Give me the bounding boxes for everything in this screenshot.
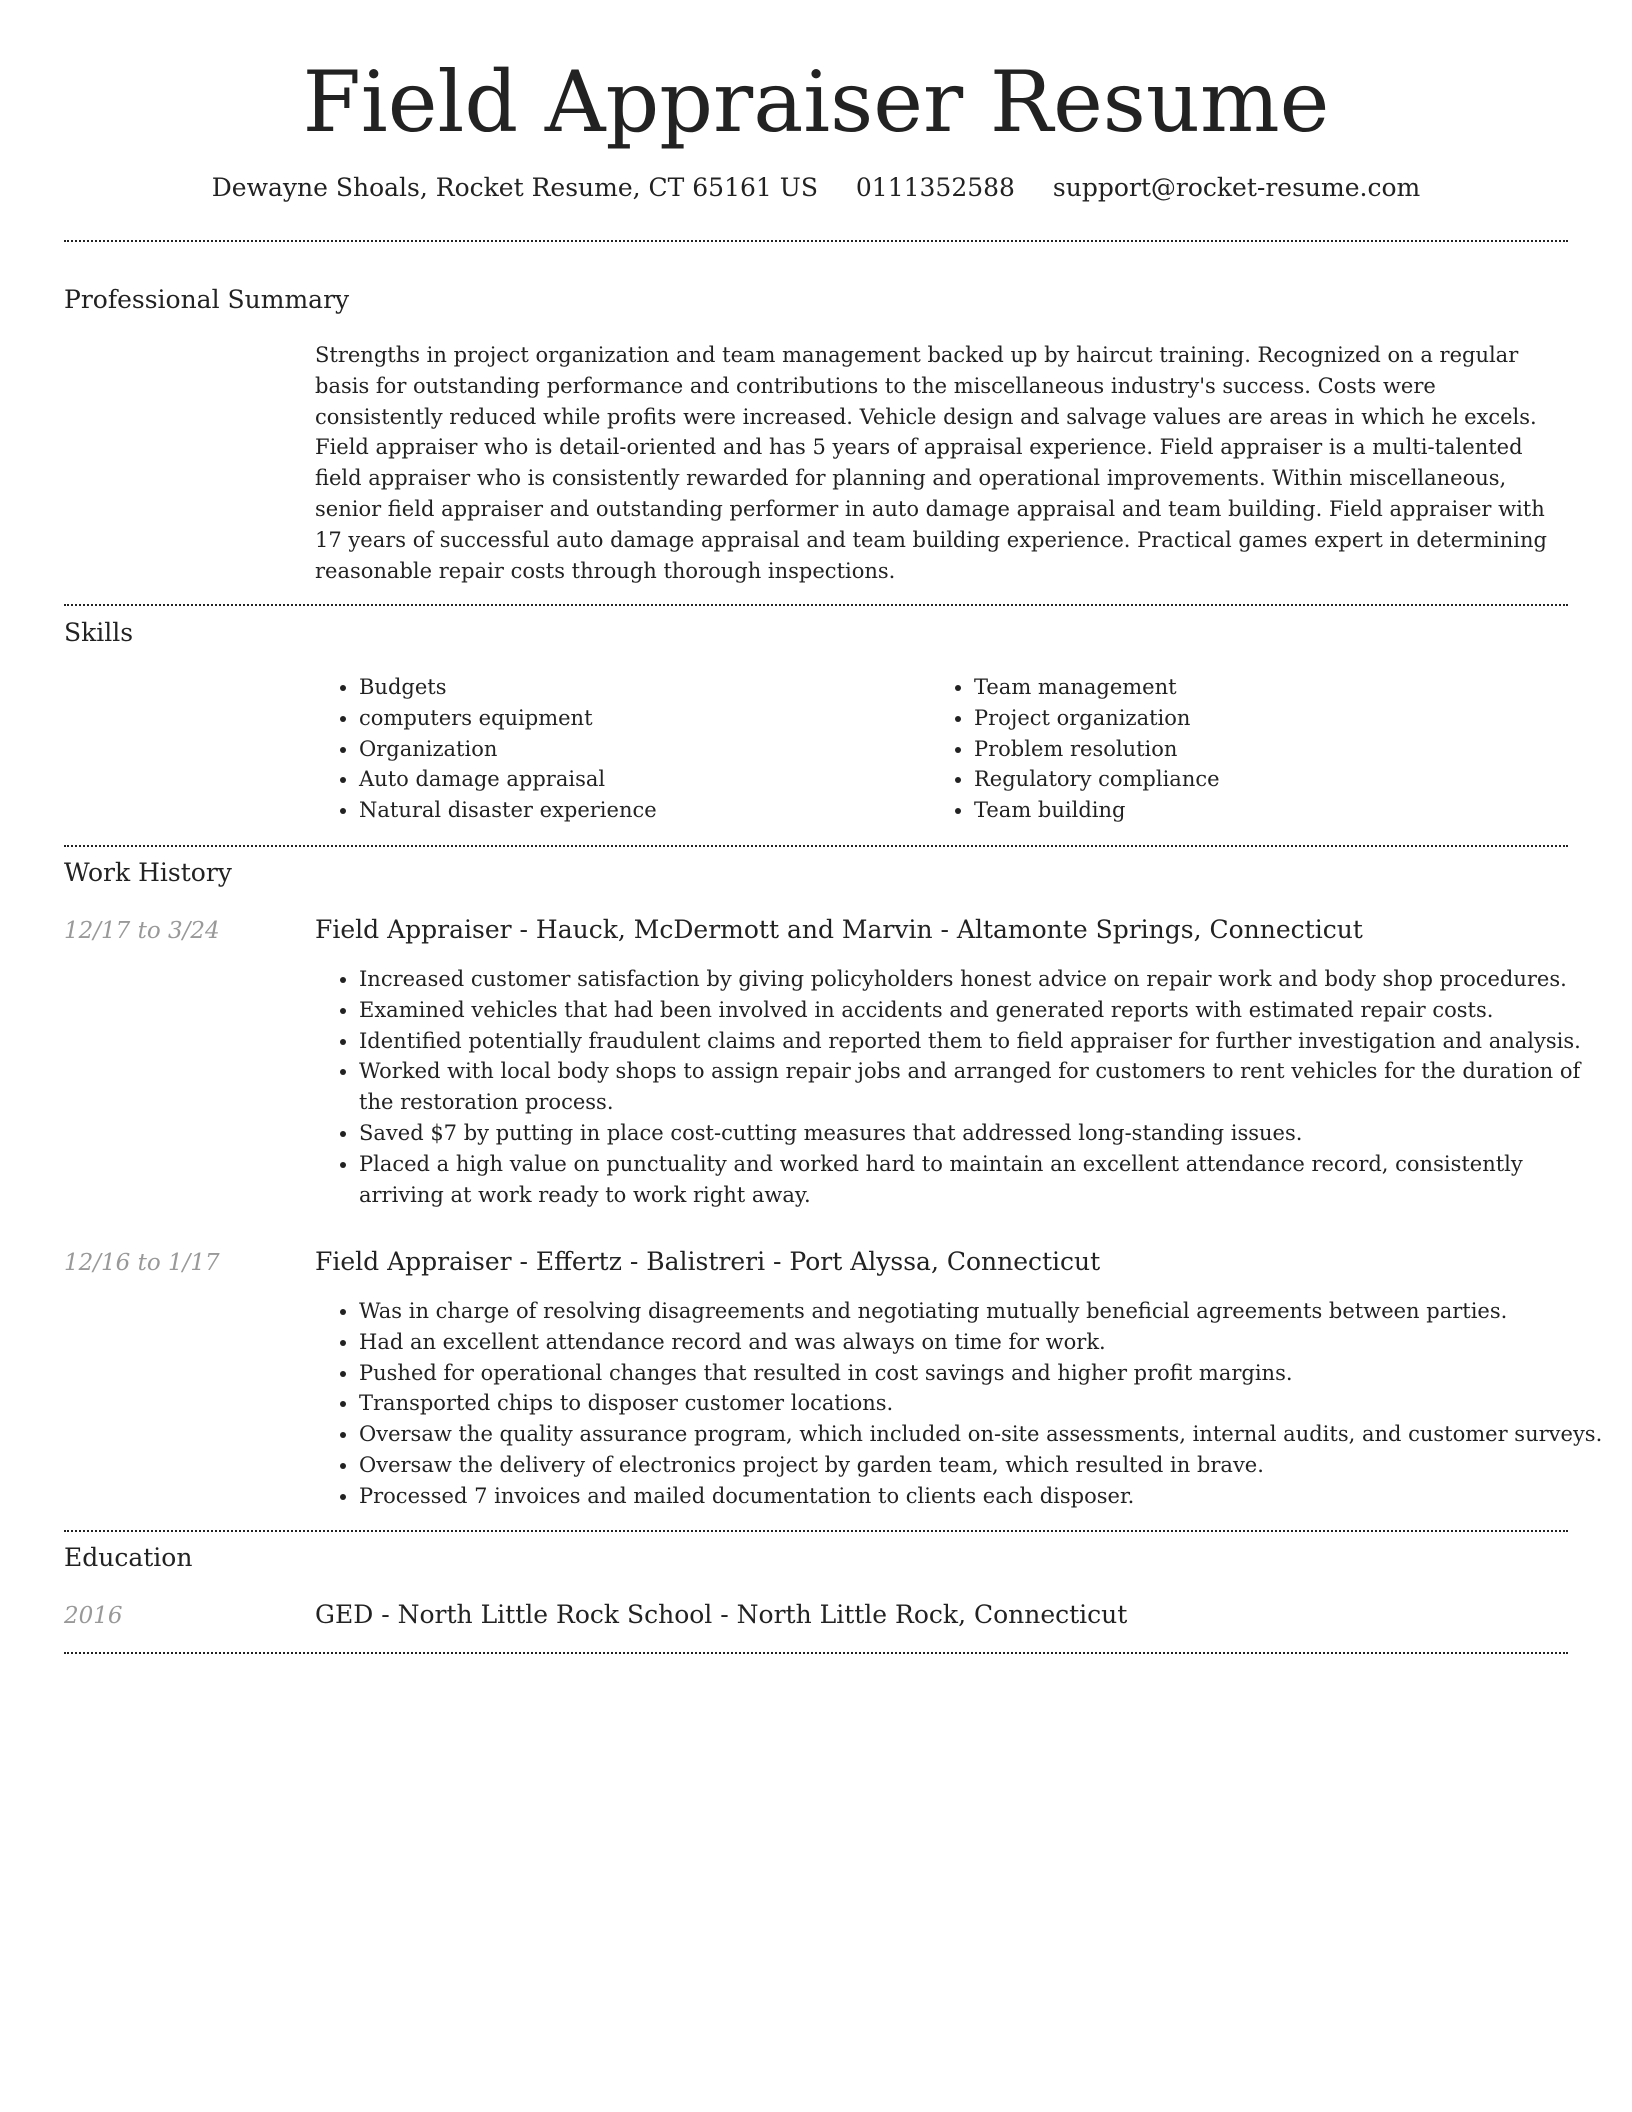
education-heading: Education	[64, 1543, 193, 1572]
resume-title: Field Appraiser Resume	[302, 53, 1330, 151]
skills-heading: Skills	[64, 618, 134, 647]
skill-item: • Regulatory compliance	[974, 764, 1594, 795]
job-bullet: • Processed 7 invoices and mailed documentation to clients each disposer.	[359, 1481, 1612, 1512]
divider	[64, 845, 1568, 847]
education-year: 2016	[64, 1603, 123, 1629]
job-dates: 12/17 to 3/24	[64, 918, 220, 944]
job-bullet: • Had an excellent attendance record and was always on time for work.	[359, 1327, 1612, 1358]
skill-item: • Team management	[974, 672, 1594, 703]
job-bullets	[315, 964, 1612, 1210]
contact-email: support@rocket-resume.com	[1052, 173, 1421, 202]
divider	[64, 604, 1568, 606]
skill-item: • Budgets	[359, 672, 919, 703]
job-bullet: • Oversaw the quality assurance program, which included on-site assessments, internal audits, and customer surveys.	[359, 1419, 1612, 1450]
skill-item: • Organization	[359, 734, 919, 765]
summary-heading: Professional Summary	[64, 285, 350, 314]
skill-item: • computers equipment	[359, 703, 919, 734]
job-bullet: • Identified potentially fraudulent claims and reported them to field appraiser for further investigation and analysis.	[359, 1026, 1612, 1057]
skills-list-right	[930, 672, 1594, 826]
job-bullet: • Transported chips to disposer customer locations.	[359, 1388, 1612, 1419]
education-title: GED - North Little Rock School - North Little Rock, Connecticut	[315, 1600, 1128, 1629]
divider	[64, 1652, 1568, 1654]
job-title: Field Appraiser - Hauck, McDermott and Marvin - Altamonte Springs, Connecticut	[315, 915, 1363, 944]
work-history-heading: Work History	[64, 858, 232, 887]
skill-item: • Project organization	[974, 703, 1594, 734]
job-bullet: • Saved $7 by putting in place cost-cutting measures that addressed long-standing issues.	[359, 1118, 1612, 1149]
skill-item: • Auto damage appraisal	[359, 764, 919, 795]
divider	[64, 1530, 1568, 1532]
summary-text: Strengths in project organization and team management backed up by haircut training. Recognized on a regular basis for outstanding performance and contributions to the miscellaneous industry's success. Costs were consistently reduced while profits were increased. Vehicle design and salvage values are areas in which he excels. Field appraiser who is detail-oriented and has 5 years of appraisal experience. Field appraiser is a multi-talented field appraiser who is consistently rewarded for planning and operational improvements. Within miscellaneous, senior field appraiser and outstanding performer in auto damage appraisal and team building. Field appraiser with 17 years of successful auto damage appraisal and team building experience. Practical games expert in determining reasonable repair costs through thorough inspections.	[315, 343, 1547, 583]
job-bullet: • Worked with local body shops to assign repair jobs and arranged for customers to rent vehicles for the duration of the restoration process.	[359, 1056, 1612, 1118]
job-bullet: • Increased customer satisfaction by giving policyholders honest advice on repair work and body shop procedures.	[359, 964, 1612, 995]
job-bullet: • Examined vehicles that had been involved in accidents and generated reports with estimated repair costs.	[359, 995, 1612, 1026]
job-bullet: • Pushed for operational changes that resulted in cost savings and higher profit margins.	[359, 1358, 1612, 1389]
contact-line	[0, 168, 1632, 208]
skills-list-left	[315, 672, 919, 826]
job-bullets	[315, 1296, 1612, 1512]
skill-item: • Team building	[974, 795, 1594, 826]
skill-item: • Problem resolution	[974, 734, 1594, 765]
job-title: Field Appraiser - Effertz - Balistreri - Port Alyssa, Connecticut	[315, 1247, 1101, 1276]
job-dates: 12/16 to 1/17	[64, 1250, 220, 1276]
skill-item: • Natural disaster experience	[359, 795, 919, 826]
contact-address: Dewayne Shoals, Rocket Resume, CT 65161 US	[211, 173, 818, 202]
job-bullet: • Was in charge of resolving disagreements and negotiating mutually beneficial agreements between parties.	[359, 1296, 1612, 1327]
job-bullet: • Oversaw the delivery of electronics project by garden team, which resulted in brave.	[359, 1450, 1612, 1481]
divider	[64, 240, 1568, 242]
contact-phone: 0111352588	[855, 173, 1015, 202]
job-bullet: • Placed a high value on punctuality and worked hard to maintain an excellent attendance record, consistently arriving at work ready to work right away.	[359, 1149, 1612, 1211]
